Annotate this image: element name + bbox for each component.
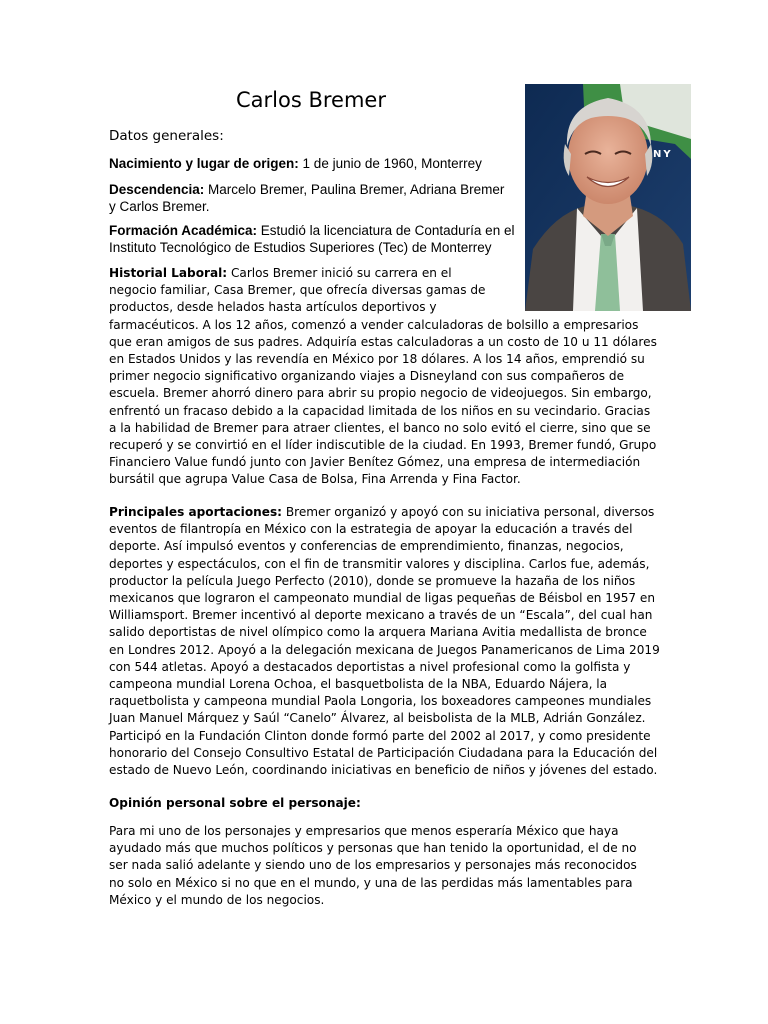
formacion-paragraph [109, 222, 519, 256]
opinion-paragraph: Para mi uno de los personajes y empresarios que menos esperaría México que haya ayudado más que muchos políticos y personas que han tenido la oportunidad, el de no ser nada salió adelante y siendo uno de los empresarios y personajes más reconocidos no solo en México si no que en el mundo, y una de las perdidas más lamentables para México y el mundo de los negocios. [109, 824, 637, 907]
descendencia-paragraph [109, 181, 514, 215]
descendencia-value: Marcelo Bremer, Paulina Bremer, Adriana Bremer y Carlos Bremer. [109, 182, 505, 214]
jersey-text: NY [653, 149, 673, 160]
page-title: Carlos Bremer [236, 88, 386, 112]
opinion-heading-text: Opinión personal sobre el personaje: [109, 796, 361, 810]
photo-wrap-spacer [495, 265, 661, 309]
opinion-heading [109, 796, 361, 810]
aportaciones-paragraph [109, 504, 661, 779]
datos-generales-heading: Datos generales: [109, 128, 224, 144]
descendencia-label: Descendencia: [109, 182, 205, 197]
nacimiento-value: 1 de junio de 1960, Monterrey [298, 156, 482, 171]
historial-value: Carlos Bremer inició su carrera en el negocio familiar, Casa Bremer, que ofrecía diversas gamas de productos, desde helados hasta artículos deportivos y farmacéuticos. A los 12 años, comenzó a vender calculadoras de bolsillo a empresarios que eran amigos de sus padres. Adquiría estas calculadoras a un costo de 10 u 11 dólares en Estados Unidos y las revendía en México por 18 dólares. A los 14 años, emprendió su primer negocio significativo organizando viajes a Disneyland con sus compañeros de escuela. Bremer ahorró dinero para abrir su propio negocio de videojuegos. Sin embargo, enfrentó un fracaso debido a la capacidad limitada de los niños en su vecindario. Gracias a la habilidad de Bremer para atraer clientes, el banco no solo evitó el cierre, sino que se recuperó y se convirtió en el líder indiscutible de la ciudad. En 1993, Bremer fundó, Grupo Financiero Value fundó junto con Javier Benítez Gómez, una empresa de intermediación bursátil que agrupa Value Casa de Bolsa, Fina Arrenda y Fina Factor. [109, 266, 657, 487]
nacimiento-paragraph [109, 155, 514, 172]
formacion-value: Estudió la licenciatura de Contaduría en el Instituto Tecnológico de Estudios Superiores (Tec) de Monterrey [109, 223, 515, 255]
historial-paragraph [109, 265, 661, 489]
aportaciones-value: Bremer organizó y apoyó con su iniciativa personal, diversos eventos de filantropía en México con la estrategia de apoyar la educación a través del deporte. Así impulsó eventos y conferencias de emprendimiento, finanzas, negocios, deportes y espectáculos, con el fin de transmitir valores y disciplina. Carlos fue, además, productor la película Juego Perfecto (2010), donde se promueve la hazaña de los niños mexicanos que lograron el campeonato mundial de ligas pequeñas de Béisbol en 1957 en Williamsport. Bremer incentivó al deporte mexicano a través de un “Escala”, del cual han salido deportistas de nivel olímpico como la arquera Mariana Avitia medallista de bronce en Londres 2012. Apoyó a la delegación mexicana de Juegos Panamericanos de Lima 2019 con 544 atletas. Apoyó a destacados deportistas a nivel profesional como la golfista y campeona mundial Lorena Ochoa, el basquetbolista de la NBA, Eduardo Nájera, la raquetbolista y campeona mundial Paola Longoria, los boxeadores campeones mundiales Juan Manuel Márquez y Saúl “Canelo” Álvarez, al beisbolista de la MLB, Adrián González. Participó en la Fundación Clinton donde formó parte del 2002 al 2017, y como presidente honorario del Consejo Consultivo Estatal de Participación Ciudadana para la Educación del estado de Nuevo León, coordinando iniciativas en beneficio de niños y jóvenes del estado. [109, 505, 660, 778]
formacion-label: Formación Académica: [109, 223, 258, 238]
nacimiento-label: Nacimiento y lugar de origen: [109, 156, 299, 171]
aportaciones-label: Principales aportaciones: [109, 505, 282, 519]
historial-label: Historial Laboral: [109, 266, 228, 280]
